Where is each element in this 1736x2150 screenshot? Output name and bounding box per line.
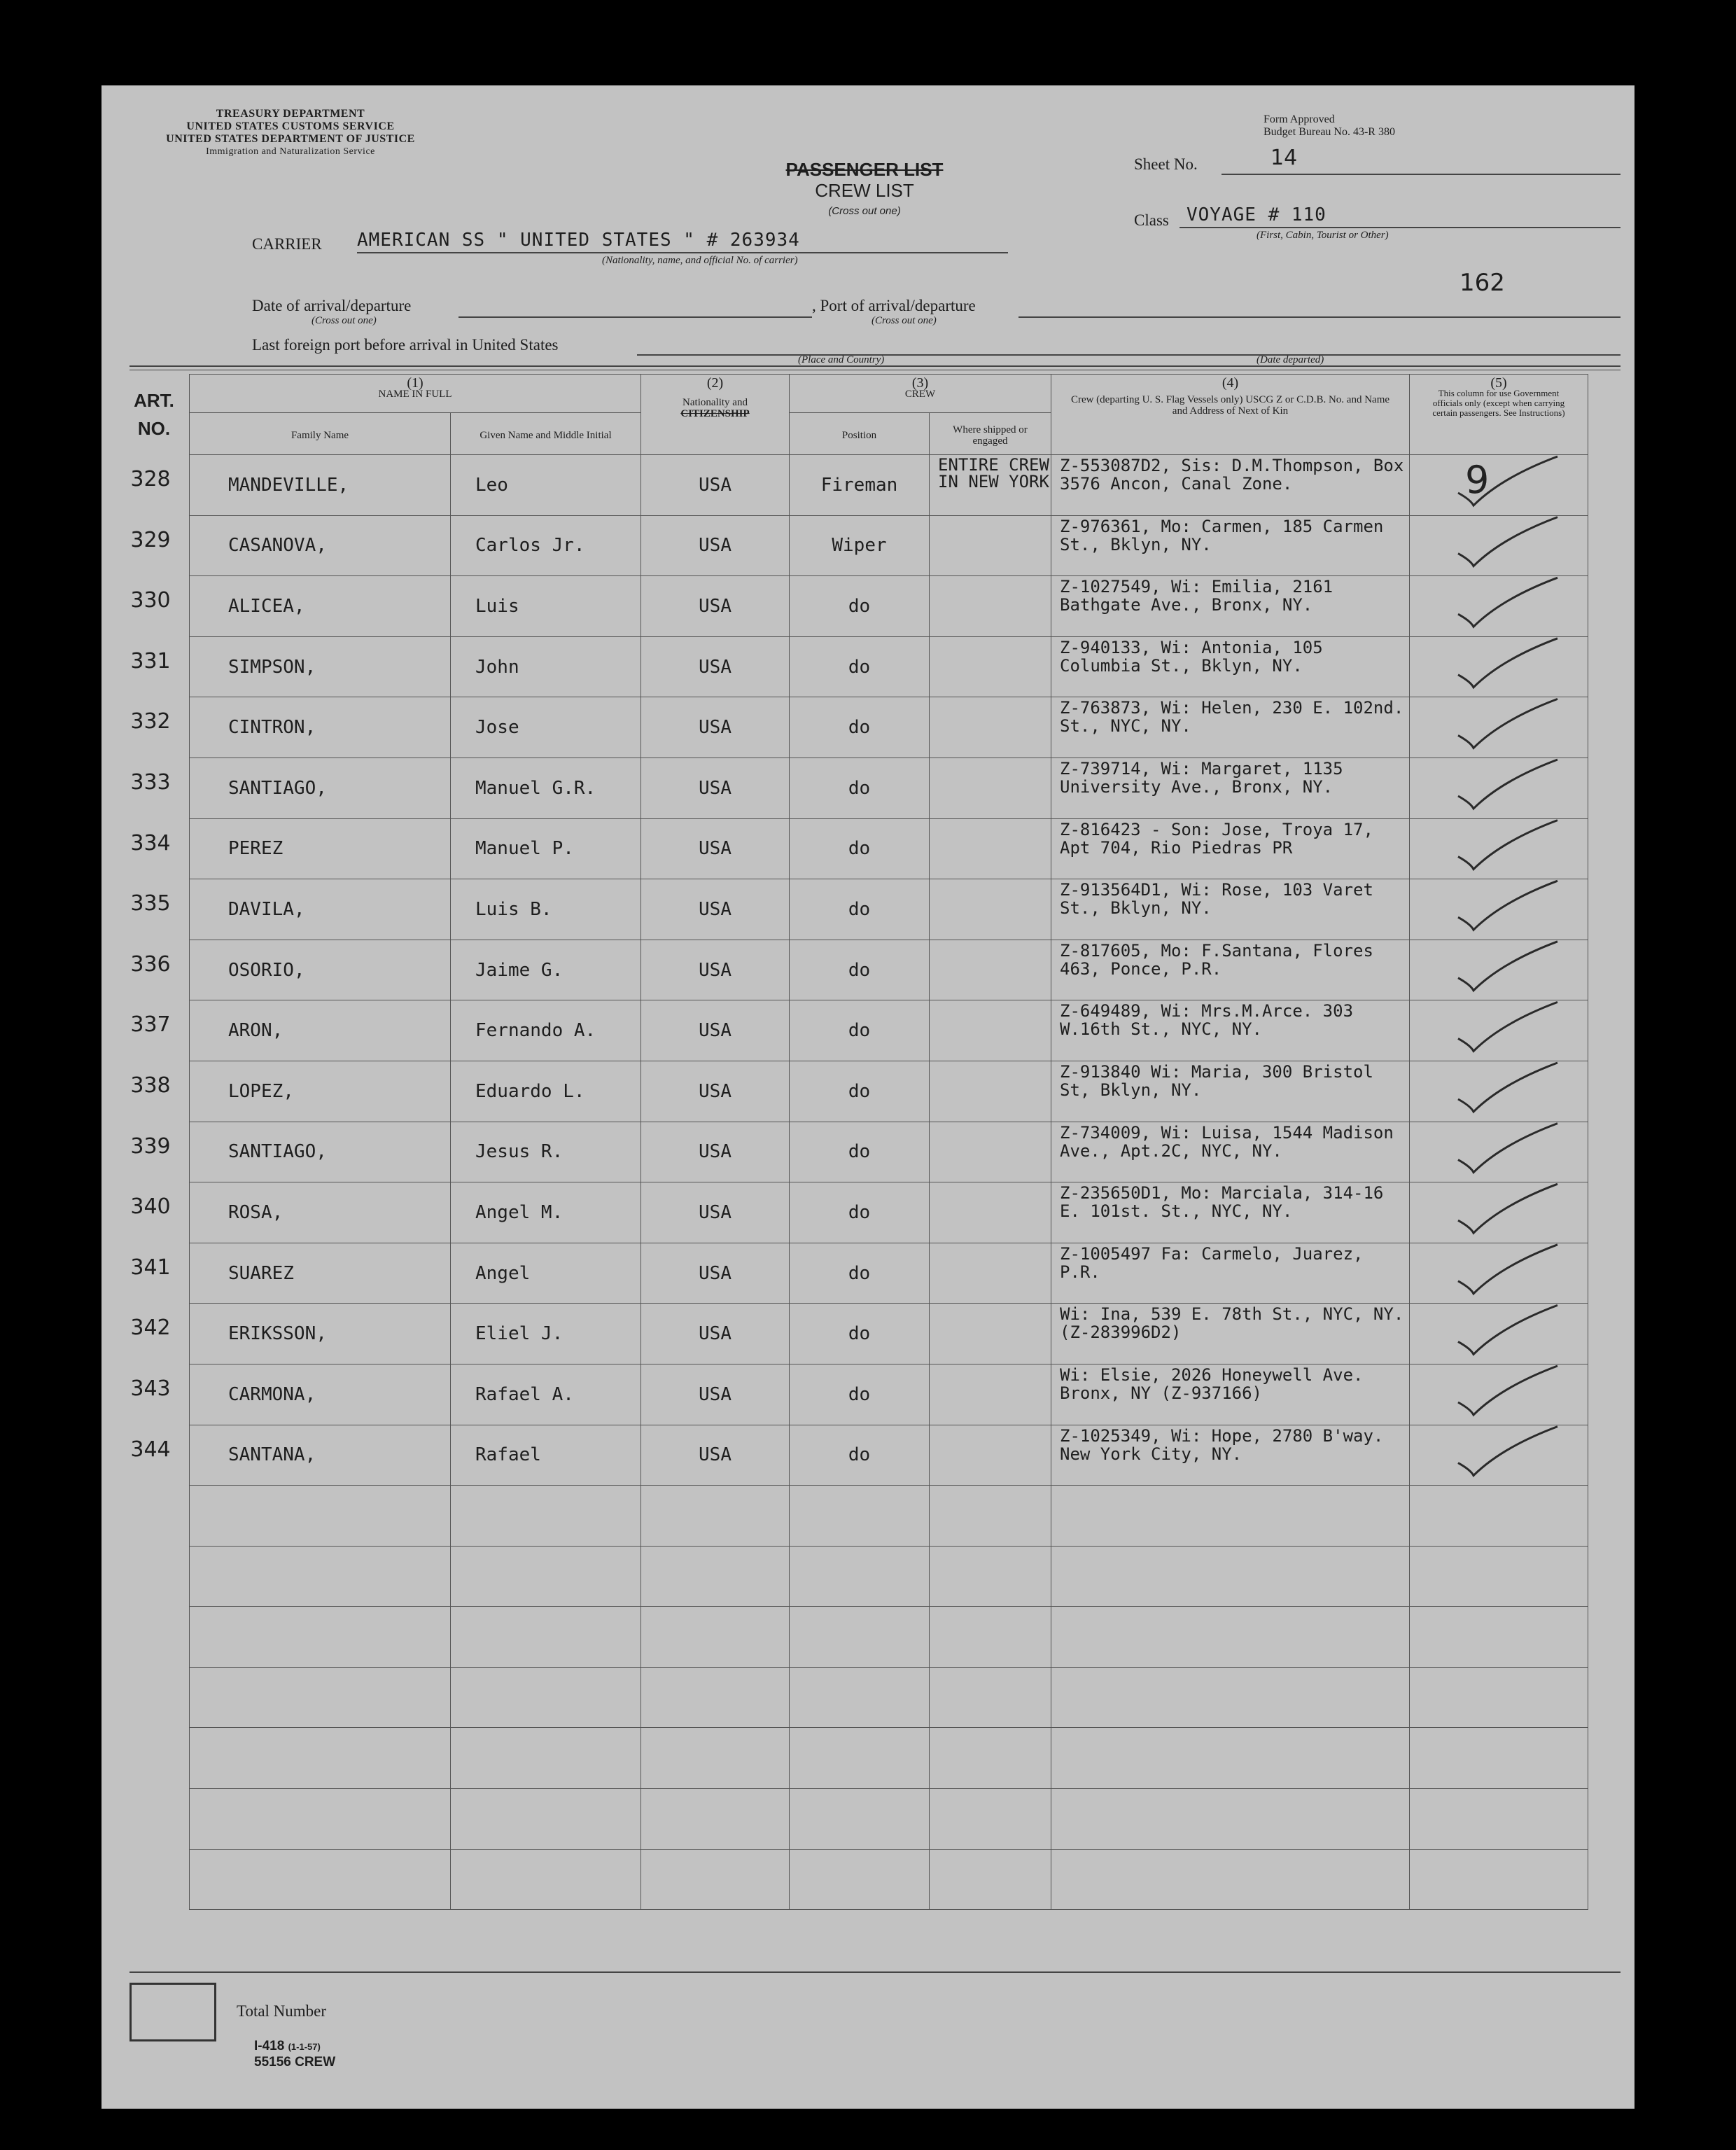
nationality-cell: USA: [641, 636, 790, 697]
agency-line: UNITED STATES CUSTOMS SERVICE: [186, 120, 395, 132]
carrier-hint: (Nationality, name, and official No. of carrier): [602, 255, 798, 266]
check-mark: [1458, 1305, 1558, 1354]
col1-num: (1): [407, 375, 424, 391]
check-mark: [1458, 699, 1558, 748]
art-number: 341: [130, 1255, 171, 1280]
circled-mark: 9: [1465, 458, 1490, 502]
position-cell: do: [790, 697, 930, 758]
art-number: 338: [130, 1073, 171, 1098]
next-of-kin-cell: Wi: Elsie, 2026 Honeywell Ave. Bronx, NY (Z-937166): [1051, 1364, 1410, 1425]
shipped-cell: ENTIRE CREW IN NEW YORK: [930, 455, 1051, 516]
nationality-cell: USA: [641, 1425, 790, 1486]
port-hint: (Cross out one): [872, 315, 937, 326]
check-mark: [1458, 1002, 1558, 1051]
given-name-cell: Jesus R.: [451, 1122, 641, 1182]
next-of-kin-cell: Z-976361, Mo: Carmen, 185 Carmen St., Bklyn, NY.: [1051, 515, 1410, 576]
given-name-cell: Rafael A.: [451, 1364, 641, 1425]
sheet-value: 14: [1270, 146, 1298, 170]
family-name-cell: SUAREZ: [190, 1243, 451, 1304]
nationality-cell: USA: [641, 818, 790, 879]
art-number: 343: [130, 1376, 171, 1401]
art-number: 333: [130, 770, 171, 795]
form-no: I-418: [254, 2039, 285, 2053]
position-cell: do: [790, 576, 930, 637]
family-name-cell: CASANOVA,: [190, 515, 451, 576]
page-number: 162: [1460, 269, 1505, 297]
given-name-cell: Eduardo L.: [451, 1061, 641, 1122]
given-name-cell: Luis B.: [451, 879, 641, 940]
position-cell: do: [790, 940, 930, 1000]
class-hint: (First, Cabin, Tourist or Other): [1256, 230, 1389, 241]
position-cell: Wiper: [790, 515, 930, 576]
check-mark: [1458, 578, 1558, 627]
given-name-cell: Manuel G.R.: [451, 758, 641, 818]
given-name-cell: Angel: [451, 1243, 641, 1304]
given-name-cell: Luis: [451, 576, 641, 637]
form-approved: Form Approved: [1264, 113, 1335, 125]
family-name-cell: MANDEVILLE,: [190, 455, 451, 516]
form-date: (1-1-57): [288, 2041, 321, 2052]
total-number-label: Total Number: [237, 2002, 327, 2020]
position-cell: do: [790, 879, 930, 940]
form-code: 55156 CREW: [254, 2055, 336, 2069]
port-label: , Port of arrival/departure: [812, 297, 976, 314]
art-number: 335: [130, 891, 171, 916]
agency-line: TREASURY DEPARTMENT: [216, 108, 365, 120]
place-hint: (Place and Country): [798, 354, 885, 365]
sheet-label: Sheet No.: [1134, 155, 1198, 173]
given-name-cell: Carlos Jr.: [451, 515, 641, 576]
budget-bureau: Budget Bureau No. 43-R 380: [1264, 126, 1395, 138]
col5-text: This column for use Government officials only (except when carrying certain passengers. See Instructions): [1432, 388, 1565, 418]
position-cell: do: [790, 1304, 930, 1364]
arrival-hint: (Cross out one): [312, 315, 377, 326]
family-name-cell: SANTIAGO,: [190, 1122, 451, 1182]
check-mark: [1458, 1366, 1558, 1415]
carrier-label: CARRIER: [252, 235, 322, 253]
check-mark: [1458, 760, 1558, 809]
next-of-kin-cell: Z-235650D1, Mo: Marciala, 314-16 E. 101st. St., NYC, NY.: [1051, 1182, 1410, 1243]
given-name-cell: Manuel P.: [451, 818, 641, 879]
check-mark: [1458, 517, 1558, 566]
family-name-cell: OSORIO,: [190, 940, 451, 1000]
family-name-cell: SANTANA,: [190, 1425, 451, 1486]
family-name-cell: CARMONA,: [190, 1364, 451, 1425]
class-value: VOYAGE # 110: [1186, 204, 1326, 225]
check-mark: [1458, 1184, 1558, 1233]
position-cell: do: [790, 636, 930, 697]
art-number: 336: [130, 951, 171, 977]
position-cell: do: [790, 1243, 930, 1304]
art-number: 330: [130, 588, 171, 613]
art-number: 342: [130, 1315, 171, 1341]
last-port-label: Last foreign port before arrival in United States: [252, 336, 559, 354]
next-of-kin-cell: Z-739714, Wi: Margaret, 1135 University Ave., Bronx, NY.: [1051, 758, 1410, 818]
check-mark: [1458, 1245, 1558, 1294]
check-mark: [1458, 881, 1558, 930]
position-cell: do: [790, 1364, 930, 1425]
nationality-cell: USA: [641, 1000, 790, 1061]
col4-num: (4): [1222, 375, 1239, 391]
given-name-header: Given Name and Middle Initial: [451, 413, 641, 455]
check-marks: [102, 85, 1634, 2109]
position-cell: do: [790, 818, 930, 879]
position-cell: do: [790, 1000, 930, 1061]
given-name-cell: Rafael: [451, 1425, 641, 1486]
check-mark: [1458, 1427, 1558, 1476]
nationality-cell: USA: [641, 1304, 790, 1364]
agency-line: Immigration and Naturalization Service: [206, 146, 375, 157]
art-number: 331: [130, 648, 171, 673]
art-number: 339: [130, 1133, 171, 1159]
col2-num: (2): [706, 375, 724, 391]
next-of-kin-cell: Z-816423 - Son: Jose, Troya 17, Apt 704, Rio Piedras PR: [1051, 818, 1410, 879]
date-departed-hint: (Date departed): [1256, 354, 1324, 365]
position-cell: do: [790, 758, 930, 818]
position-cell: do: [790, 1182, 930, 1243]
given-name-cell: John: [451, 636, 641, 697]
family-name-cell: ARON,: [190, 1000, 451, 1061]
check-mark: [1458, 1124, 1558, 1173]
next-of-kin-cell: Z-649489, Wi: Mrs.M.Arce. 303 W.16th St., NYC, NY.: [1051, 1000, 1410, 1061]
given-name-cell: Jaime G.: [451, 940, 641, 1000]
family-name-cell: SANTIAGO,: [190, 758, 451, 818]
col3-num: (3): [911, 375, 929, 391]
citizenship-struck: CITIZENSHIP: [680, 408, 750, 419]
next-of-kin-cell: Z-817605, Mo: F.Santana, Flores 463, Ponce, P.R.: [1051, 940, 1410, 1000]
given-name-cell: Fernando A.: [451, 1000, 641, 1061]
next-of-kin-cell: Z-913564D1, Wi: Rose, 103 Varet St., Bklyn, NY.: [1051, 879, 1410, 940]
nationality-cell: USA: [641, 758, 790, 818]
family-name-cell: PEREZ: [190, 818, 451, 879]
crew-label: CREW: [904, 389, 936, 400]
family-name-cell: ERIKSSON,: [190, 1304, 451, 1364]
nationality-label: Nationality and: [682, 397, 748, 408]
next-of-kin-cell: Z-940133, Wi: Antonia, 105 Columbia St., Bklyn, NY.: [1051, 636, 1410, 697]
position-cell: do: [790, 1122, 930, 1182]
check-mark: [1458, 821, 1558, 870]
family-name-cell: CINTRON,: [190, 697, 451, 758]
given-name-cell: Jose: [451, 697, 641, 758]
next-of-kin-cell: Z-913840 Wi: Maria, 300 Bristol St, Bklyn, NY.: [1051, 1061, 1410, 1122]
col1-title: NAME IN FULL: [378, 389, 452, 400]
position-cell: do: [790, 1425, 930, 1486]
nationality-cell: USA: [641, 515, 790, 576]
family-name-cell: DAVILA,: [190, 879, 451, 940]
nationality-cell: USA: [641, 1182, 790, 1243]
nationality-cell: USA: [641, 940, 790, 1000]
nationality-cell: USA: [641, 1122, 790, 1182]
art-number: 329: [130, 527, 171, 552]
art-number: 334: [130, 830, 171, 856]
nationality-cell: USA: [641, 1061, 790, 1122]
next-of-kin-cell: Z-763873, Wi: Helen, 230 E. 102nd. St., NYC, NY.: [1051, 697, 1410, 758]
nationality-cell: USA: [641, 455, 790, 516]
family-name-cell: ALICEA,: [190, 576, 451, 637]
art-number: 344: [130, 1437, 171, 1462]
nationality-cell: USA: [641, 697, 790, 758]
art-number: 328: [130, 467, 171, 491]
check-mark: [1458, 638, 1558, 687]
art-no-label: ART. NO.: [134, 390, 174, 439]
nationality-cell: USA: [641, 1243, 790, 1304]
next-of-kin-cell: Z-1027549, Wi: Emilia, 2161 Bathgate Ave., Bronx, NY.: [1051, 576, 1410, 637]
next-of-kin-cell: Z-1005497 Fa: Carmelo, Juarez, P.R.: [1051, 1243, 1410, 1304]
next-of-kin-cell: Z-734009, Wi: Luisa, 1544 Madison Ave., Apt.2C, NYC, NY.: [1051, 1122, 1410, 1182]
art-number: 340: [130, 1194, 171, 1220]
art-number: 337: [130, 1012, 171, 1038]
crew-list-title: CREW LIST: [815, 180, 914, 201]
art-number: 332: [130, 709, 171, 734]
cross-out-hint: (Cross out one): [828, 205, 901, 217]
carrier-value: AMERICAN SS " UNITED STATES " # 263934: [357, 230, 800, 251]
next-of-kin-cell: Wi: Ina, 539 E. 78th St., NYC, NY. (Z-283996D2): [1051, 1304, 1410, 1364]
family-name-cell: SIMPSON,: [190, 636, 451, 697]
passenger-list-struck: PASSENGER LIST: [785, 159, 944, 180]
family-name-header: Family Name: [190, 413, 451, 455]
class-label: Class: [1134, 211, 1169, 229]
shipped-header: Where shipped or engaged: [930, 413, 1051, 455]
position-cell: do: [790, 1061, 930, 1122]
nationality-cell: USA: [641, 1364, 790, 1425]
position-header: Position: [790, 413, 930, 455]
given-name-cell: Leo: [451, 455, 641, 516]
position-cell: Fireman: [790, 455, 930, 516]
next-of-kin-cell: Z-1025349, Wi: Hope, 2780 B'way. New York City, NY.: [1051, 1425, 1410, 1486]
arrival-label: Date of arrival/departure: [252, 297, 412, 314]
col4-text: Crew (departing U. S. Flag Vessels only) USCG Z or C.D.B. No. and Name and Address of Next of Kin: [1070, 394, 1390, 417]
given-name-cell: Eliel J.: [451, 1304, 641, 1364]
nationality-cell: USA: [641, 576, 790, 637]
family-name-cell: LOPEZ,: [190, 1061, 451, 1122]
family-name-cell: ROSA,: [190, 1182, 451, 1243]
check-mark: [1458, 1063, 1558, 1112]
next-of-kin-cell: Z-553087D2, Sis: D.M.Thompson, Box 3576 Ancon, Canal Zone.: [1051, 455, 1410, 516]
col5-num: (5): [1490, 375, 1507, 391]
nationality-cell: USA: [641, 879, 790, 940]
given-name-cell: Angel M.: [451, 1182, 641, 1243]
agency-line: UNITED STATES DEPARTMENT OF JUSTICE: [166, 133, 415, 145]
crew-list-form: [102, 85, 1634, 2109]
check-mark: [1458, 942, 1558, 991]
